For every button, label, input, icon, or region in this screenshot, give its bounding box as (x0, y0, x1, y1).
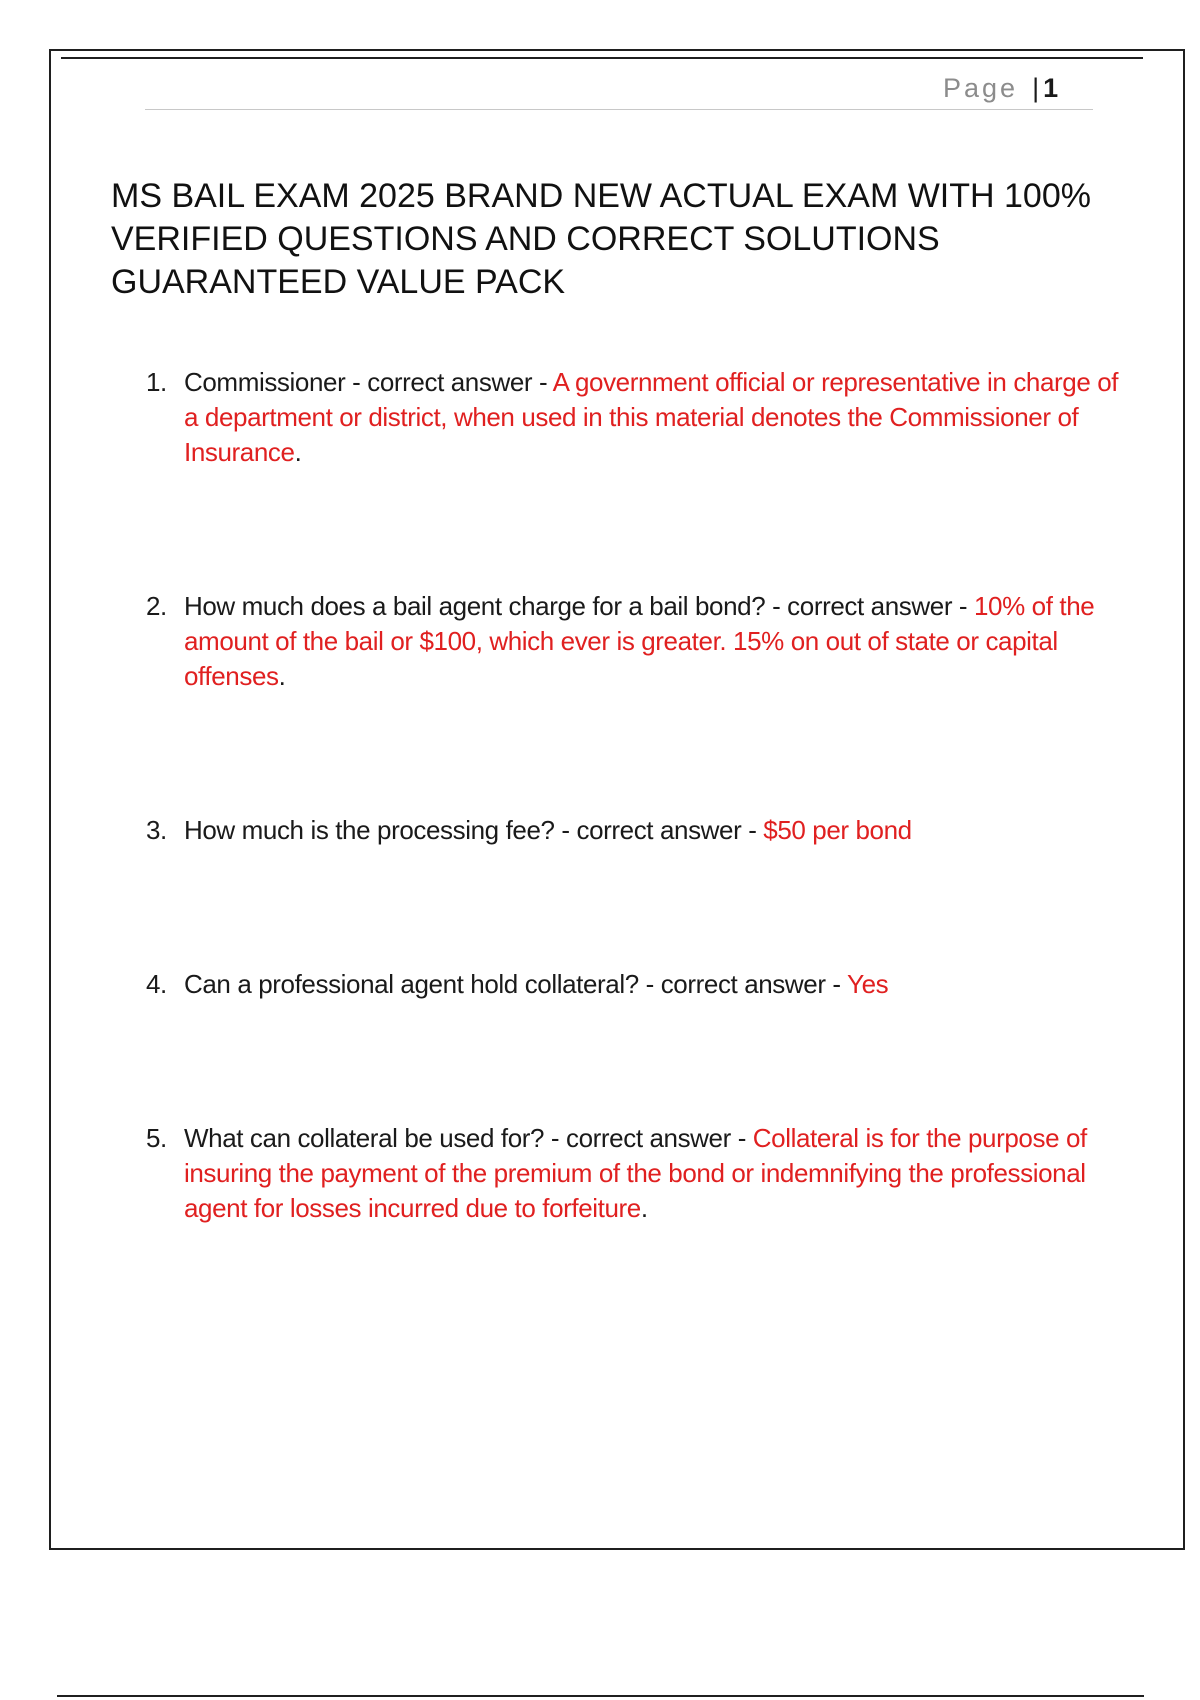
question-answer-list (146, 365, 1136, 1231)
answer-text: $50 per bond (763, 815, 912, 845)
question-text: Can a professional agent hold collateral? - correct answer - (184, 969, 848, 999)
page-label: Page (943, 73, 1019, 103)
item-number: 4. (146, 969, 167, 999)
page-number-header (943, 73, 1058, 104)
list-item (146, 967, 1136, 1121)
question-text: How much is the processing fee? - correct answer - (184, 815, 764, 845)
item-number: 2. (146, 591, 167, 621)
item-number: 1. (146, 367, 167, 397)
item-number: 3. (146, 815, 167, 845)
header-divider (145, 109, 1093, 110)
answer-text: 10% of the amount of the bail or $100, which ever is greater. 15% on out of state or capital offenses (184, 591, 1095, 691)
list-item (146, 365, 1136, 589)
answer-ending: . (640, 1193, 648, 1223)
question-text: Commissioner - correct answer - (184, 367, 553, 397)
page-number: 1 (1043, 73, 1059, 103)
question-text: What can collateral be used for? - correct answer - (184, 1123, 753, 1153)
list-item (146, 589, 1136, 813)
page-separator: | (1032, 73, 1040, 103)
answer-text: A government official or representative in charge of a department or district, when used in this material denotes the Commissioner of Insurance (184, 367, 1119, 467)
next-page-top-border (57, 1695, 1144, 1697)
question-text: How much does a bail agent charge for a bail bond? - correct answer - (184, 591, 974, 621)
list-item (146, 813, 1136, 967)
answer-text: Collateral is for the purpose of insuring the payment of the premium of the bond or indemnifying the professional agent for losses incurred due to forfeiture (184, 1123, 1087, 1223)
page-frame (49, 49, 1185, 1550)
answer-ending: . (278, 661, 286, 691)
top-border-line (61, 57, 1143, 59)
document-title: MS BAIL EXAM 2025 BRAND NEW ACTUAL EXAM WITH 100% VERIFIED QUESTIONS AND CORRECT SOLUTIONS GUARANTEED VALUE PACK (111, 177, 1091, 301)
item-number: 5. (146, 1123, 167, 1153)
answer-ending: . (294, 437, 302, 467)
answer-text: Yes (847, 969, 889, 999)
list-item (146, 1121, 1136, 1231)
